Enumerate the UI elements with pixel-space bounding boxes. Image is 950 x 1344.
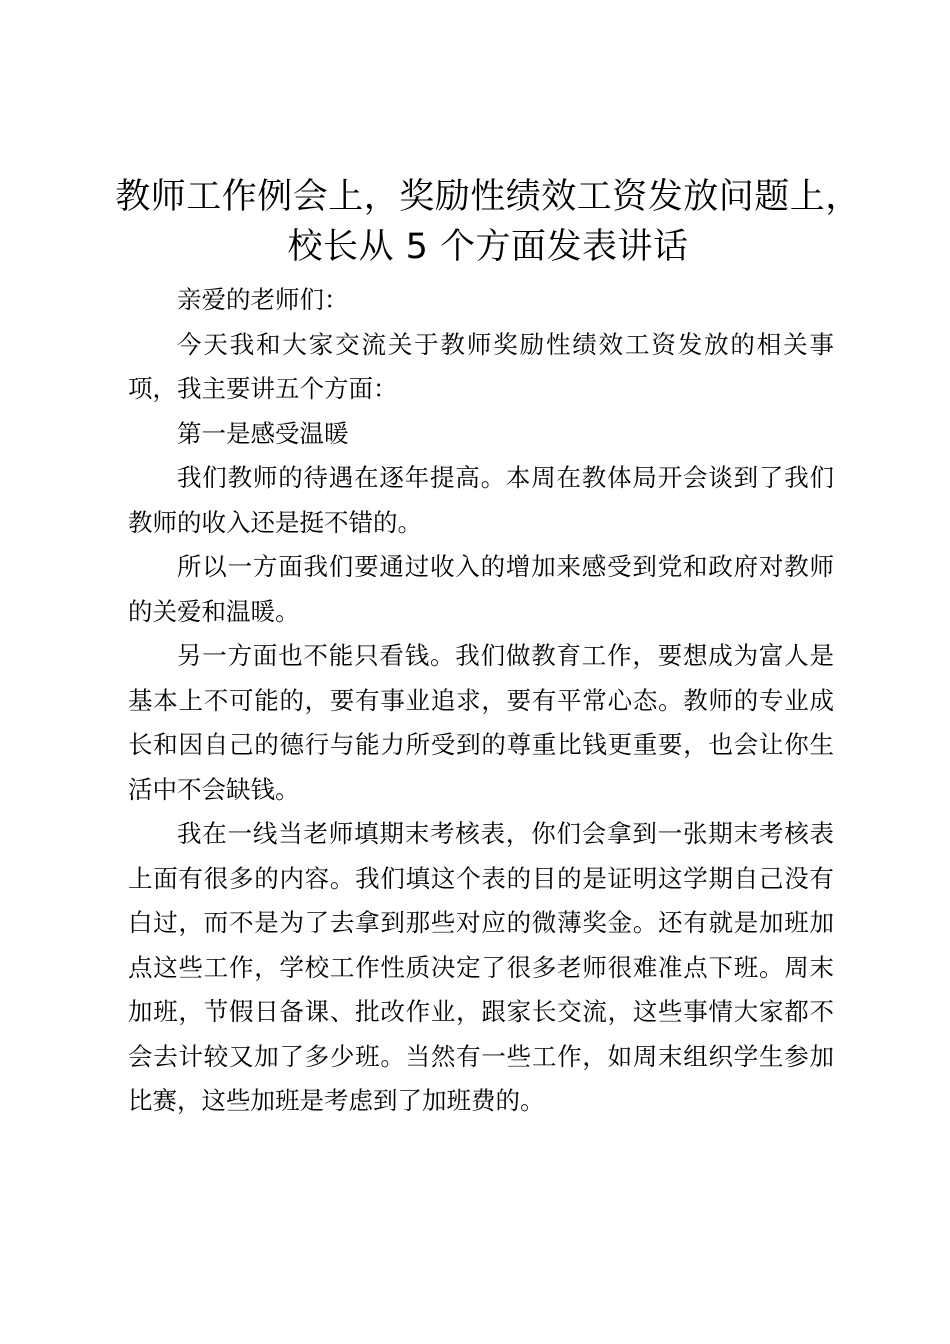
salutation: 亲爱的老师们： (177, 285, 349, 314)
paragraph: 所以一方面我们要通过收入的增加来感受到党和政府对教师的关爱和温暖。 (128, 552, 834, 626)
paragraph-intro: 今天我和大家交流关于教师奖励性绩效工资发放的相关事项，我主要讲五个方面： (128, 329, 834, 403)
document-body (128, 278, 834, 1124)
paragraph: 另一方面也不能只看钱。我们做教育工作，要想成为富人是基本上不可能的，要有事业追求，要有平常心态。教师的专业成长和因自己的德行与能力所受到的尊重比钱更重要，也会让你生活中不会缺钱。 (128, 641, 834, 804)
paragraph: 我在一线当老师填期末考核表，你们会拿到一张期末考核表上面有很多的内容。我们填这个表的目的是证明这学期自己没有白过，而不是为了去拿到那些对应的微薄奖金。还有就是加班加点这些工作，学校工作性质决定了很多老师很难准点下班。周末加班，节假日备课、批改作业，跟家长交流，这些事情大家都不会去计较又加了多少班。当然有一些工作，如周末组织学生参加比赛，这些加班是考虑到了加班费的。 (128, 819, 834, 1115)
section-heading-1: 第一是感受温暖 (177, 418, 349, 448)
title-line-2: 校长从 5 个方面发表讲话 (287, 227, 689, 267)
document-title (110, 172, 866, 272)
title-line-1: 教师工作例会上，奖励性绩效工资发放问题上， (115, 177, 861, 217)
paragraph: 我们教师的待遇在逐年提高。本周在教体局开会谈到了我们教师的收入还是挺不错的。 (128, 463, 834, 537)
